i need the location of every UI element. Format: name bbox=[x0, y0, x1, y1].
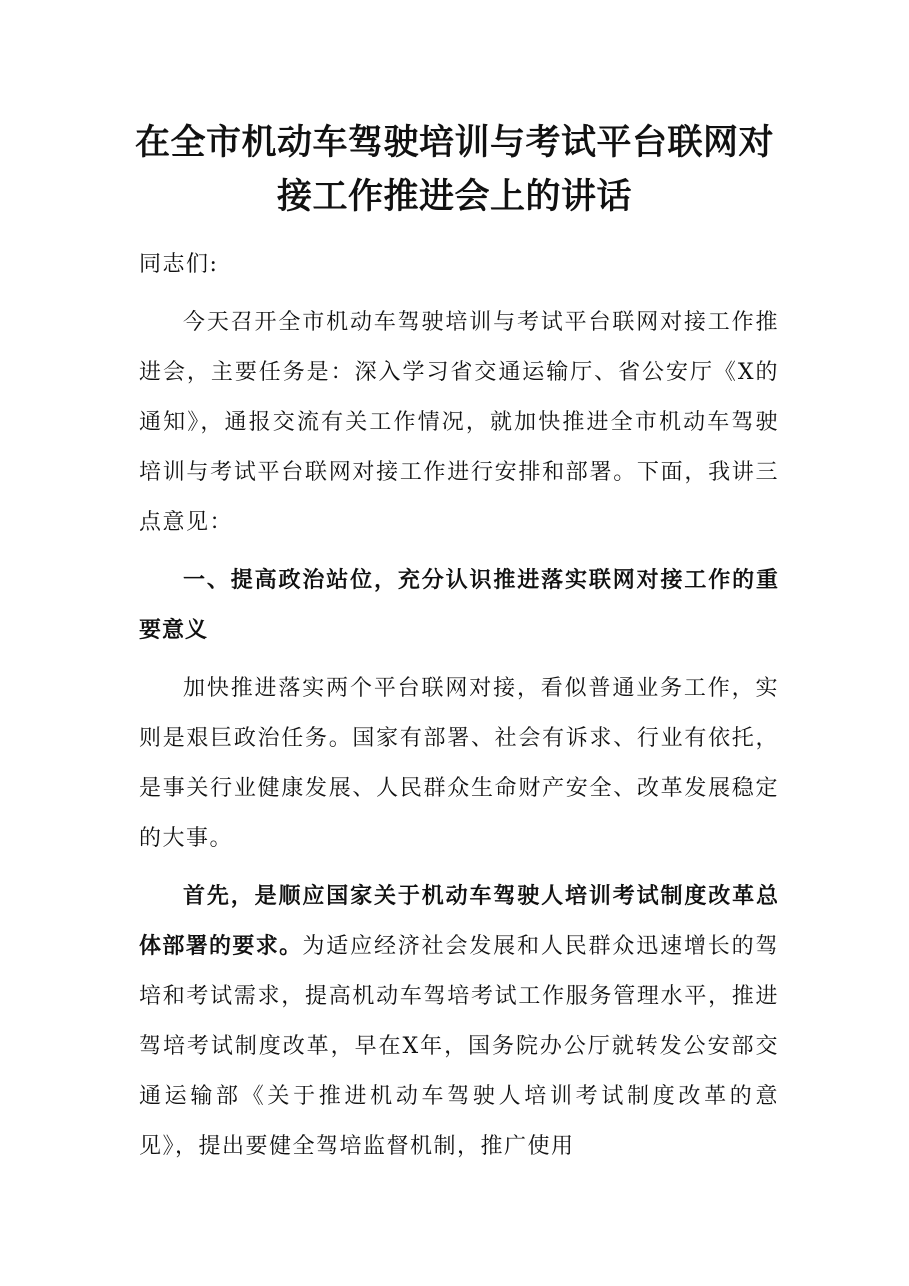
section-heading-1: 一、提高政治站位，充分认识推进落实联网对接工作的重要意义 bbox=[139, 568, 779, 643]
paragraph-significance: 加快推进落实两个平台联网对接，看似普通业务工作，实则是艰巨政治任务。国家有部署、社会有诉求、行业有依托，是事关行业健康发展、人民群众生命财产安全、改革发展稳定的大事。 bbox=[139, 676, 779, 851]
salutation: 同志们: bbox=[139, 252, 219, 277]
paragraph-first-point bbox=[139, 872, 779, 1172]
document-title: 在全市机动车驾驶培训与考试平台联网对接工作推进会上的讲话 bbox=[134, 123, 774, 217]
first-point-text: 为适应经济社会发展和人民群众迅速增长的驾培和考试需求，提高机动车驾培考试工作服务管理水平，推进驾培考试制度改革，早在X年，国务院办公厅就转发公安部交通运输部《关于推进机动车驾驶人培训考试制度改革的意见》，提出要健全驾培监督机制，推广使用 bbox=[139, 934, 779, 1159]
first-point-lead: 首先，是顺应国家关于机动车驾驶人培训考试制度改革总体部署的要求。 bbox=[139, 884, 779, 959]
paragraph-intro: 今天召开全市机动车驾驶培训与考试平台联网对接工作推进会，主要任务是：深入学习省交通运输厅、省公安厅《X的通知》，通报交流有关工作情况，就加快推进全市机动车驾驶培训与考试平台联网对接工作进行安排和部署。下面，我讲三点意见： bbox=[139, 310, 779, 535]
document-body bbox=[139, 240, 779, 1180]
